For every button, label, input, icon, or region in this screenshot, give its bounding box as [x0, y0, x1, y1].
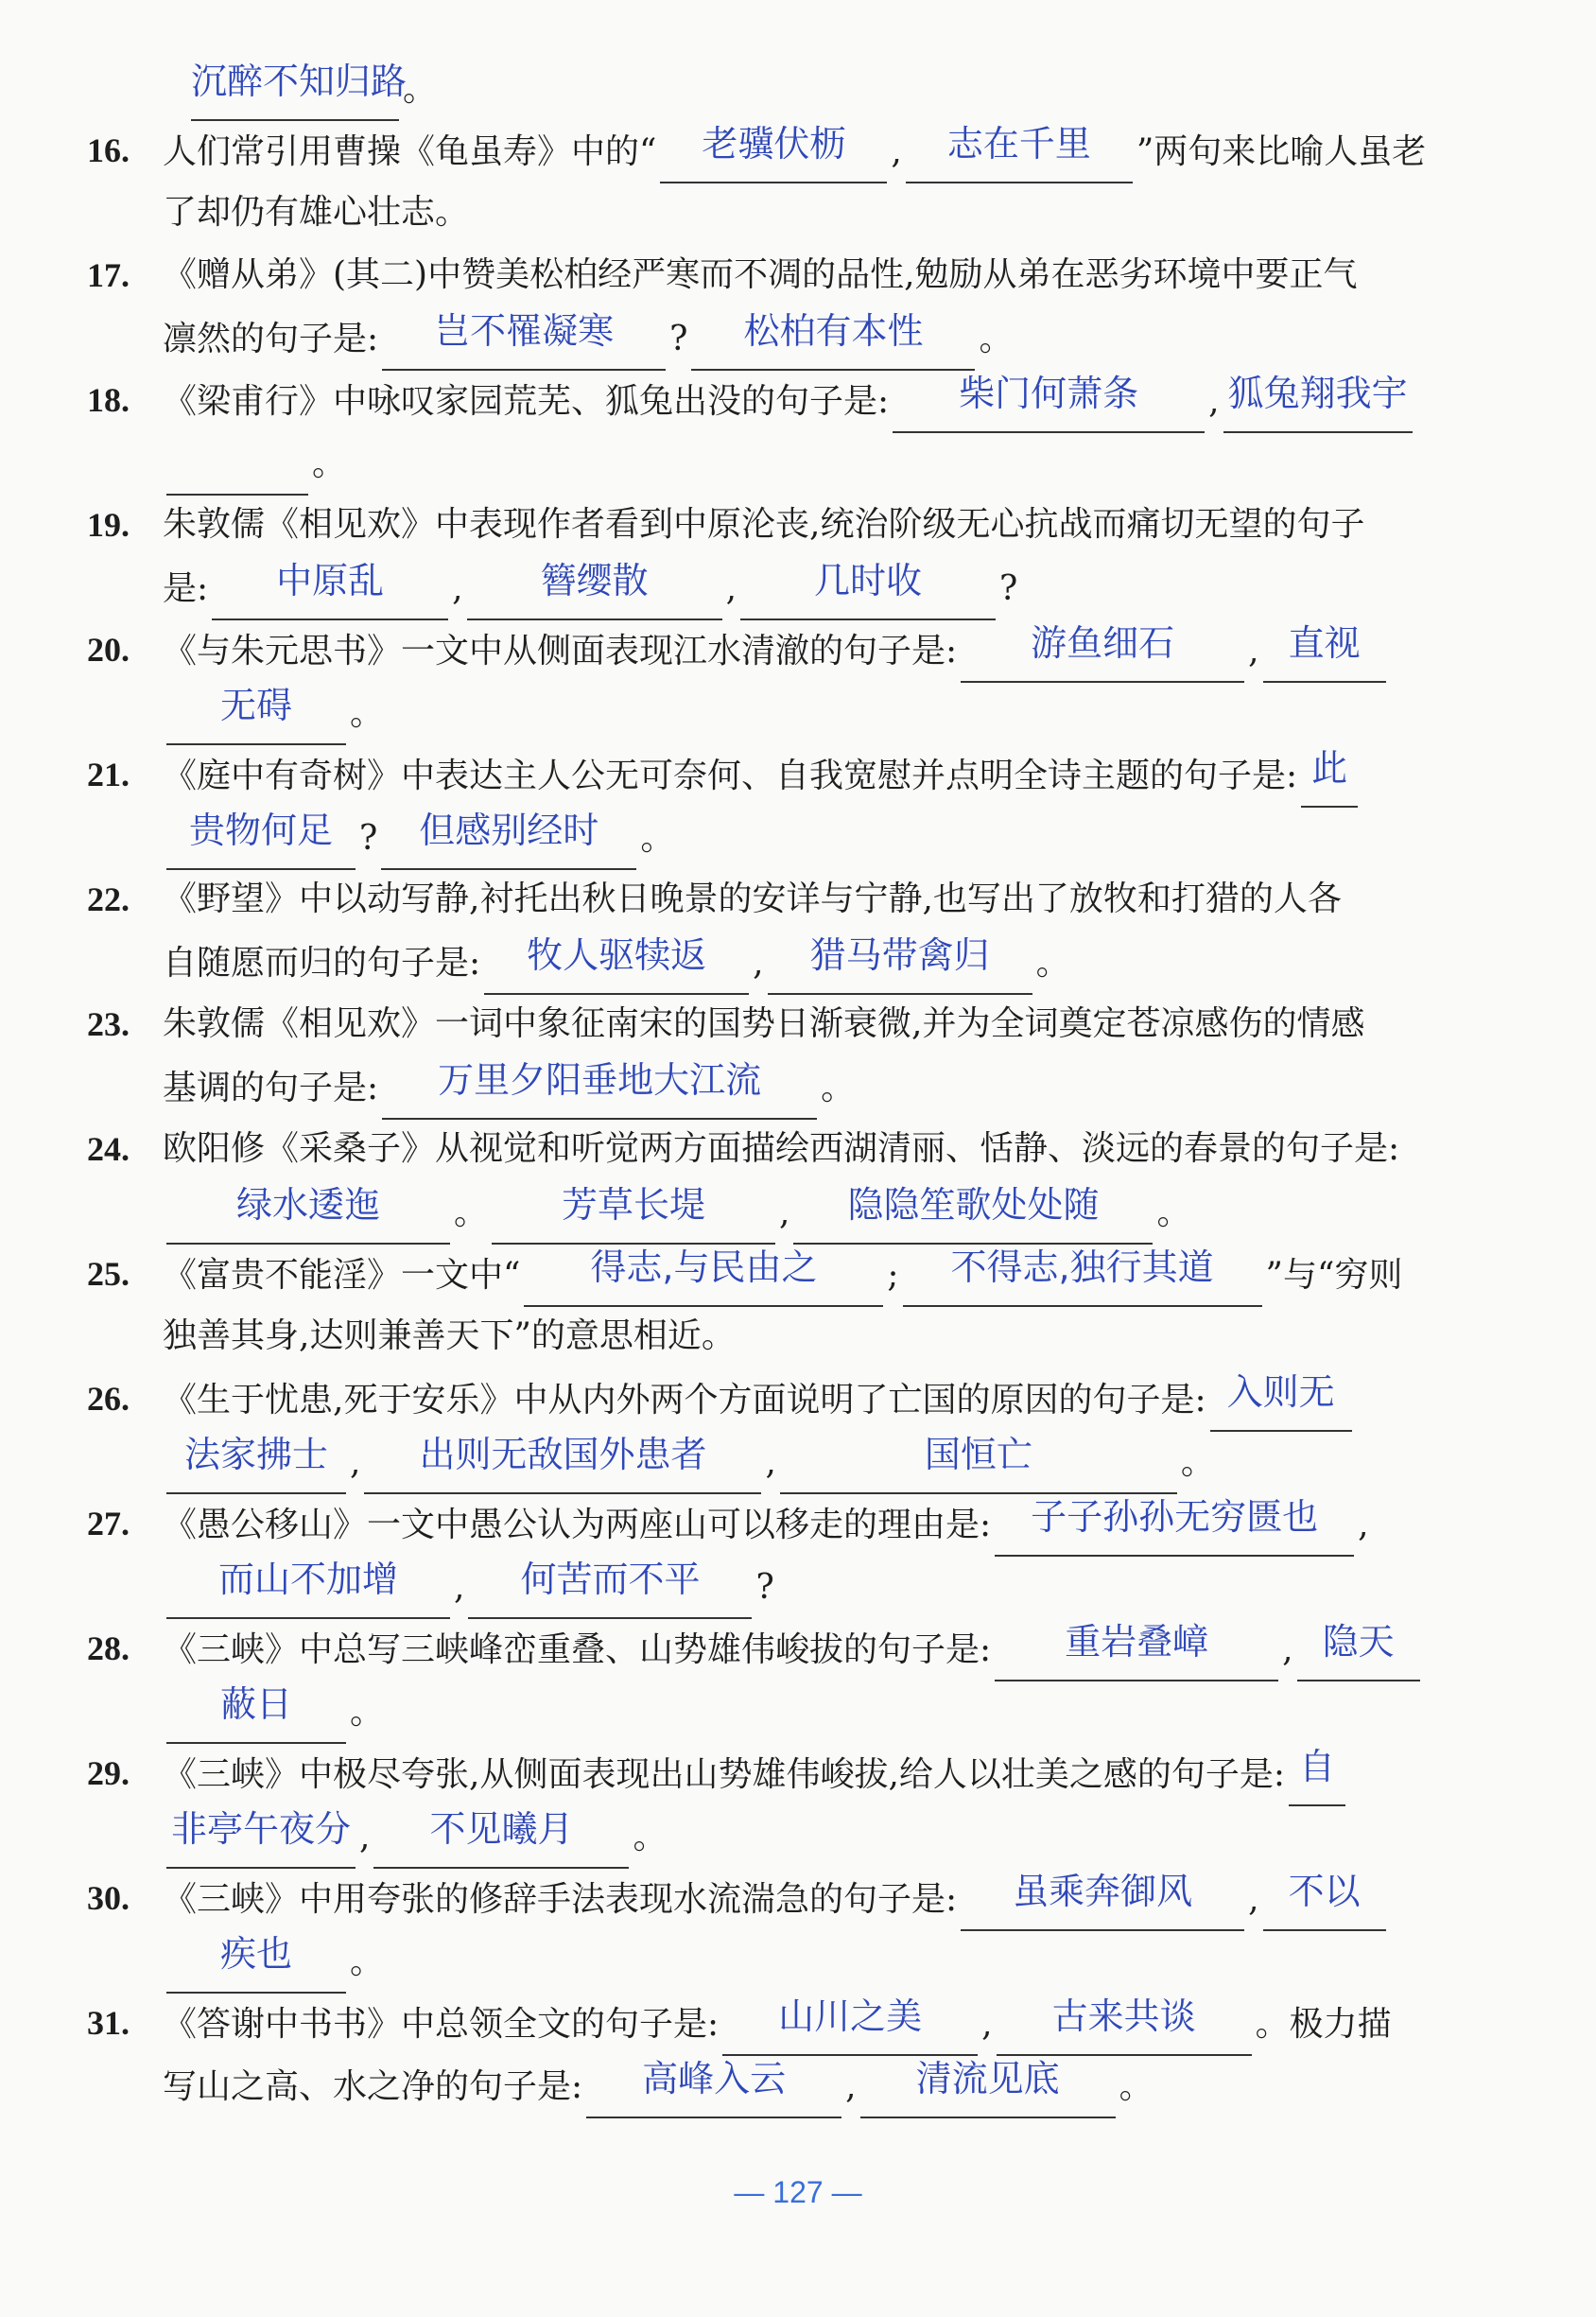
question-23-cont: [163, 1055, 1483, 1118]
punct: 。: [350, 694, 385, 733]
question-text: 朱敦儒《相见欢》一词中象征南宋的国势日渐衰微,并为全词奠定苍凉感伤的情感: [163, 1004, 1365, 1043]
question-text: 独善其身,达则兼善天下”的意思相近。: [163, 1316, 736, 1355]
question-number: 27.: [87, 1505, 130, 1542]
answer-blank-continued[interactable]: 非亭午夜分: [166, 1804, 356, 1869]
answer-blank[interactable]: 老骥伏枥: [660, 119, 887, 183]
answer-blank[interactable]: 山川之美: [722, 1992, 978, 2056]
punct: ?: [359, 819, 378, 858]
question-22: [87, 868, 1483, 931]
question-text: 《三峡》中极尽夸张,从侧面表现出山势雄伟峻拔,给人以壮美之感的句子是:: [163, 1755, 1286, 1794]
answer-blank[interactable]: 入则无: [1210, 1368, 1352, 1432]
answer-blank[interactable]: 志在千里: [906, 119, 1133, 183]
answer-blank[interactable]: 直视: [1263, 618, 1386, 683]
question-25-cont: [163, 1305, 1483, 1368]
question-number: 30.: [87, 1879, 130, 1917]
punct: 。: [1180, 1443, 1215, 1482]
question-17: [87, 244, 1483, 306]
answer-blank[interactable]: 而山不加增: [166, 1555, 450, 1619]
question-18: [87, 369, 1483, 431]
answer-blank[interactable]: 重岩叠嶂: [995, 1617, 1278, 1681]
question-text: 《愚公移山》一文中愚公认为两座山可以移走的理由是:: [163, 1506, 992, 1544]
question-20: [87, 618, 1483, 681]
answer-blank[interactable]: 岂不罹凝寒: [382, 306, 666, 371]
question-23: [87, 993, 1483, 1055]
answer-blank[interactable]: 几时收: [740, 556, 996, 620]
question-number: 31.: [87, 2004, 130, 2042]
punct: ,: [452, 569, 463, 608]
question-text: 朱敦儒《相见欢》中表现作者看到中原沦丧,统治阶级无心抗战而痛切无望的句子: [163, 505, 1365, 544]
answer-blank[interactable]: 猎马带禽归: [768, 931, 1032, 995]
question-25: [87, 1243, 1483, 1305]
answer-blank[interactable]: 何苦而不平: [468, 1555, 752, 1619]
question-28: [87, 1617, 1483, 1680]
question-number: 23.: [87, 1005, 130, 1043]
answer-blank[interactable]: 高峰入云: [586, 2054, 841, 2118]
punct: 。: [350, 1693, 385, 1732]
question-number: 29.: [87, 1754, 130, 1792]
answer-blank[interactable]: 沉醉不知归路: [191, 57, 399, 121]
answer-blank-continued[interactable]: [166, 431, 308, 496]
question-text: 《富贵不能淫》一文中“: [163, 1256, 521, 1295]
punct: ,: [1282, 1630, 1293, 1669]
question-number: 22.: [87, 880, 130, 918]
question-text: 《梁甫行》中咏叹家园荒芜、狐兔出没的句子是:: [163, 382, 890, 421]
answer-blank-continued[interactable]: 蔽日: [166, 1680, 346, 1744]
answer-blank-continued[interactable]: 无碍: [166, 681, 346, 745]
question-15-tail: [163, 57, 1483, 119]
question-24-cont: [163, 1180, 1483, 1243]
answer-blank[interactable]: 狐兔翔我宇: [1223, 369, 1413, 433]
question-text: 了却仍有雄心壮志。: [163, 193, 470, 232]
punct: ?: [755, 1568, 774, 1607]
question-text: 《三峡》中用夸张的修辞手法表现水流湍急的句子是:: [163, 1880, 958, 1919]
answer-blank[interactable]: 隐天: [1297, 1617, 1420, 1681]
punct: ,: [1248, 632, 1259, 671]
question-26: [87, 1368, 1483, 1430]
page-number: — 127 —: [734, 2175, 862, 2209]
question-text: 《与朱元思书》一文中从侧面表现江水清澈的句子是:: [163, 632, 958, 671]
punct: 。: [1119, 2067, 1154, 2106]
question-list: [87, 57, 1483, 2117]
question-text: 是:: [163, 569, 209, 608]
punct: ,: [765, 1443, 776, 1482]
answer-blank[interactable]: 出则无敌国外患者: [364, 1430, 761, 1494]
question-20-cont: [163, 681, 1483, 743]
question-26-cont: [163, 1430, 1483, 1492]
punct: ,: [725, 569, 737, 608]
question-text: ”与“穷则: [1265, 1256, 1403, 1295]
question-19-cont: [163, 556, 1483, 618]
answer-blank[interactable]: 牧人驱犊返: [484, 931, 749, 995]
punct: ,: [779, 1193, 790, 1232]
question-21: [87, 743, 1483, 806]
question-21-cont: [163, 806, 1483, 868]
question-number: 19.: [87, 506, 130, 544]
question-text: 《赠从弟》(其二)中赞美松柏经严寒而不凋的品性,勉励从弟在恶劣环境中要正气: [163, 255, 1358, 294]
question-text: 《野望》中以动写静,衬托出秋日晚景的安详与宁静,也写出了放牧和打猎的人各: [163, 880, 1342, 918]
answer-blank-continued[interactable]: 疾也: [166, 1929, 346, 1994]
answer-blank[interactable]: 自: [1289, 1742, 1345, 1806]
question-30: [87, 1867, 1483, 1929]
question-number: 20.: [87, 631, 130, 669]
answer-blank[interactable]: 但感别经时: [381, 806, 636, 870]
punct: ,: [1208, 382, 1220, 421]
question-number: 18.: [87, 381, 130, 419]
punct: 。: [312, 444, 347, 483]
punct: ,: [359, 1818, 371, 1856]
answer-blank[interactable]: 不以: [1263, 1867, 1386, 1931]
answer-blank-continued[interactable]: 法家拂士: [166, 1430, 346, 1494]
question-30-cont: [163, 1929, 1483, 1992]
punct: 。: [1156, 1193, 1191, 1232]
question-27-cont: [163, 1555, 1483, 1617]
answer-blank[interactable]: 簪缨散: [467, 556, 722, 620]
punct: ,: [753, 944, 764, 983]
question-text: 人们常引用曹操《龟虽寿》中的“: [163, 132, 657, 171]
question-number: 24.: [87, 1130, 130, 1168]
question-31-cont: [163, 2054, 1483, 2117]
question-text: 《答谢中书书》中总领全文的句子是:: [163, 2005, 720, 2044]
question-text: 自随愿而归的句子是:: [163, 944, 481, 983]
question-18-cont: [163, 431, 1483, 494]
question-text: 基调的句子是:: [163, 1069, 379, 1107]
punct: ,: [454, 1568, 465, 1607]
answer-blank[interactable]: 绿水逶迤: [166, 1180, 450, 1245]
answer-blank[interactable]: 芳草长堤: [492, 1180, 775, 1245]
question-text: 写山之高、水之净的句子是:: [163, 2067, 583, 2106]
punct: ,: [891, 132, 902, 171]
punct: ,: [1248, 1880, 1259, 1919]
answer-blank[interactable]: 松柏有本性: [691, 306, 975, 371]
question-text: 欧阳修《采桑子》从视觉和听觉两方面描绘西湖清丽、恬静、淡远的春景的句子是:: [163, 1129, 1400, 1168]
punct: ,: [845, 2067, 857, 2106]
question-27: [87, 1492, 1483, 1555]
question-number: 25.: [87, 1255, 130, 1293]
question-24: [87, 1118, 1483, 1180]
answer-blank[interactable]: 游鱼细石: [961, 618, 1244, 683]
answer-blank[interactable]: 国恒亡: [780, 1430, 1177, 1494]
punct: ;: [887, 1256, 899, 1295]
answer-blank[interactable]: 古来共谈: [997, 1992, 1252, 2056]
question-number: 21.: [87, 756, 130, 793]
punct: 。: [403, 70, 438, 109]
answer-blank[interactable]: 中原乱: [212, 556, 448, 620]
question-text: 凛然的句子是:: [163, 320, 379, 358]
punct: ,: [350, 1443, 361, 1482]
answer-blank[interactable]: 清流见底: [860, 2054, 1116, 2118]
question-text: 。极力描: [1255, 2005, 1392, 2044]
answer-blank[interactable]: 子子孙孙无穷匮也: [995, 1492, 1354, 1557]
question-17-cont: [163, 306, 1483, 369]
question-text: 《三峡》中总写三峡峰峦重叠、山势雄伟峻拔的句子是:: [163, 1630, 992, 1669]
punct: ,: [1358, 1506, 1369, 1544]
punct: 。: [821, 1069, 856, 1107]
answer-blank[interactable]: 隐隐笙歌处处随: [793, 1180, 1153, 1245]
answer-blank[interactable]: 万里夕阳垂地大江流: [382, 1055, 817, 1120]
answer-blank[interactable]: 得志,与民由之: [524, 1243, 883, 1307]
punct: ?: [999, 569, 1018, 608]
question-29-cont: [163, 1804, 1483, 1867]
punct: ?: [669, 320, 688, 358]
question-16-cont: [163, 182, 1483, 244]
question-number: 28.: [87, 1629, 130, 1667]
punct: 。: [633, 1818, 668, 1856]
punct: 。: [640, 819, 675, 858]
answer-blank[interactable]: 此: [1301, 743, 1358, 808]
question-number: 17.: [87, 256, 130, 294]
punct: ,: [981, 2005, 993, 2044]
question-19: [87, 494, 1483, 556]
question-28-cont: [163, 1680, 1483, 1742]
punct: 。: [1035, 944, 1070, 983]
question-text: ”两句来比喻人虽老: [1136, 132, 1427, 171]
answer-blank-continued[interactable]: 贵物何足: [166, 806, 356, 870]
question-number: 16.: [87, 131, 130, 169]
question-16: [87, 119, 1483, 182]
question-22-cont: [163, 931, 1483, 993]
answer-blank[interactable]: 不得志,独行其道: [903, 1243, 1262, 1307]
question-31: [87, 1992, 1483, 2054]
punct: 。: [350, 1942, 385, 1981]
question-text: 《庭中有奇树》中表达主人公无可奈何、自我宽慰并点明全诗主题的句子是:: [163, 757, 1298, 795]
punct: 。: [454, 1193, 489, 1232]
question-29: [87, 1742, 1483, 1804]
question-text: 《生于忧患,死于安乐》中从内外两个方面说明了亡国的原因的句子是:: [163, 1381, 1206, 1420]
question-number: 26.: [87, 1380, 130, 1418]
punct: 。: [979, 320, 1014, 358]
answer-blank[interactable]: 不见曦月: [373, 1804, 629, 1869]
answer-blank[interactable]: 虽乘奔御风: [961, 1867, 1244, 1931]
answer-blank[interactable]: 柴门何萧条: [893, 369, 1205, 433]
